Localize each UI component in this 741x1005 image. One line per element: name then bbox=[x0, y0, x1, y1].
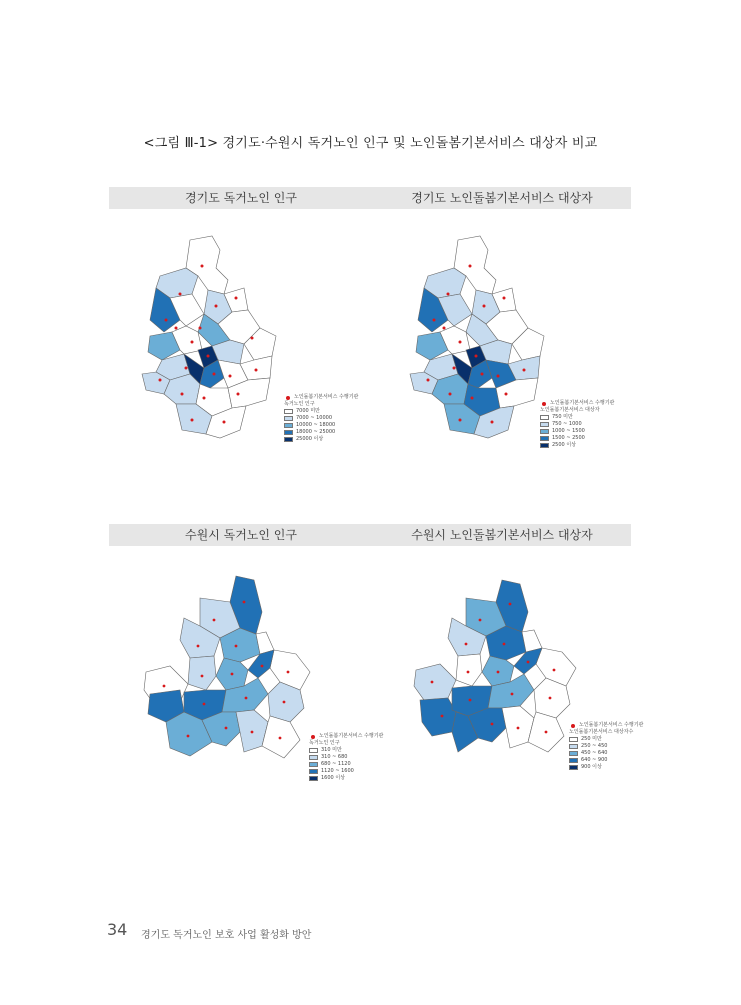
panel-heading-suwon-population: 수원시 독거노인 인구 bbox=[109, 524, 373, 546]
legend-gyeonggi-population: 노인돌봄기본서비스 수행기관 독거노인 인구 7000 미만 7000 ~ 10000 10000 ~ 18000 18000 ~ 25000 25000 이상 bbox=[284, 394, 359, 442]
running-footer: 경기도 독거노인 보호 사업 활성화 방안 bbox=[141, 930, 312, 941]
legend-swatch bbox=[309, 776, 318, 781]
figure-title: <그림 Ⅲ-1> 경기도·수원시 독거노인 인구 및 노인돌봄기본서비스 대상자 비교 bbox=[143, 136, 598, 151]
suwon-population-map bbox=[140, 572, 330, 772]
legend-swatch bbox=[284, 430, 293, 435]
gyeonggi-population-map bbox=[120, 228, 290, 458]
legend-swatch bbox=[309, 762, 318, 767]
legend-swatch bbox=[569, 751, 578, 756]
panel-heading-gyeonggi-service: 경기도 노인돌봄기본서비스 대상자 bbox=[373, 187, 631, 209]
legend-swatch bbox=[284, 437, 293, 442]
legend-swatch bbox=[284, 409, 293, 414]
legend-swatch bbox=[309, 769, 318, 774]
legend-swatch bbox=[569, 744, 578, 749]
legend-swatch bbox=[540, 436, 549, 441]
suwon-service-map bbox=[412, 576, 587, 766]
page-number: 34 bbox=[107, 920, 128, 939]
legend-swatch bbox=[284, 416, 293, 421]
panel-heading-gyeonggi-population: 경기도 독거노인 인구 bbox=[109, 187, 373, 209]
legend-swatch bbox=[540, 415, 549, 420]
legend-gyeonggi-service: 노인돌봄기본서비스 수행기관 노인돌봄기본서비스 대상자 750 미만 750 ~ 1000 1000 ~ 1500 1500 ~ 2500 2500 이상 bbox=[540, 400, 615, 448]
legend-swatch bbox=[540, 429, 549, 434]
legend-swatch bbox=[569, 758, 578, 763]
legend-swatch bbox=[284, 423, 293, 428]
legend-suwon-population: 노인돌봄기본서비스 수행기관 독거노인 인구 310 미만 310 ~ 680 680 ~ 1120 1120 ~ 1600 1600 이상 bbox=[309, 733, 384, 781]
panel-heading-suwon-service: 수원시 노인돌봄기본서비스 대상자 bbox=[373, 524, 631, 546]
legend-suwon-service: 노인돌봄기본서비스 수행기관 노인돌봄기본서비스 대상자수 250 미만 250 ~ 450 450 ~ 640 640 ~ 900 900 이상 bbox=[569, 722, 644, 770]
legend-swatch bbox=[540, 422, 549, 427]
legend-swatch bbox=[569, 737, 578, 742]
legend-swatch bbox=[309, 748, 318, 753]
legend-swatch bbox=[309, 755, 318, 760]
legend-swatch bbox=[540, 443, 549, 448]
legend-swatch bbox=[569, 765, 578, 770]
gyeonggi-service-map bbox=[388, 228, 558, 458]
